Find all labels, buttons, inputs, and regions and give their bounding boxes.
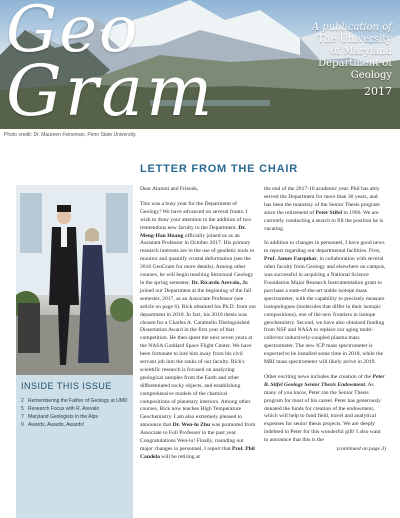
man-shirt xyxy=(61,227,67,247)
faculty-name: Peter Stifel xyxy=(315,209,343,216)
text-run: in 1996. We are currently conducting a search to fill the position he is vacating. xyxy=(264,209,384,232)
pub-line-5: Geology xyxy=(350,70,392,81)
masthead-geo: Geo xyxy=(6,0,140,67)
text-run: was promoted from Associate to Full Professor in the past year. Congratulations Wen-lu! Finally, rounding out major changes in personnel, I report that xyxy=(140,422,256,452)
man-head xyxy=(57,210,71,224)
masthead-photo xyxy=(0,0,400,129)
inside-item-text: Maryland Geologists in the Alps xyxy=(28,414,99,420)
window-2 xyxy=(106,193,128,253)
letter-column-1 xyxy=(140,186,258,469)
faculty-name: Dr. Wen-lu Zhu xyxy=(172,422,211,429)
pub-year: 2017 xyxy=(364,85,392,98)
inside-item-text: Research Focus with R. Arevalo xyxy=(28,406,100,412)
letter-paragraph xyxy=(264,374,386,445)
text-run: joined our Department at the beginning of the fall semester, 2017, as an Associate Professor (see article on page 6). Rick obtained his Ph.D. from our department in 2010. In fact, his 2010 thesis was chosen for a Charles A. Caramello Distinguished Dissertation Award in the first year of that competition. He then spent the next seven years at the NASA Goddard Space Flight Center. We have been fortunate to lure him away from his civil servant job into the ranks of our faculty. Rick's scientific research is focused on analyzing geological samples from the Earth and other differentiated rocky objects, and establishing comprehensive models of the chemical compositions of planetary interiors. Among other courses, Rick now teaches High Temperature Geochemistry. I am also extremely pleased to announce that xyxy=(140,287,257,429)
inside-item[interactable] xyxy=(21,397,128,405)
chair-portrait-photo xyxy=(16,185,133,375)
inside-item-text: Awards, Awards, Awards! xyxy=(28,422,85,428)
faculty-name: Dr. Meng-Han Huang xyxy=(140,224,246,239)
inside-title: INSIDE THIS ISSUE xyxy=(21,381,112,391)
inside-item-text: Remembering the Father of Geology at UMD xyxy=(28,398,128,404)
inside-item-page: 9 xyxy=(21,422,24,428)
text-run: officially joined us as an Assistant Professor in October 2017. His primary research interests are in the use of geodetic tools to monitor and quantify crustal deformation (see the 2016 GeoGram for more details). Among other courses, he will begin teaching Structural Geology in the spring semester. xyxy=(140,232,255,286)
window-1 xyxy=(20,193,42,253)
letter-paragraph xyxy=(264,186,386,233)
inside-item-page: 7 xyxy=(21,414,24,420)
faculty-name: Prof. Phil Candela xyxy=(140,446,255,460)
inside-item[interactable] xyxy=(21,405,128,413)
inside-item-page: 5 xyxy=(21,406,24,412)
continued-note[interactable]: (continued on page 3) xyxy=(336,446,386,453)
planter xyxy=(18,303,40,353)
publication-info xyxy=(286,22,392,98)
text-run: , in collaboration with several other faculty from Geology and elsewhere on campus, was successful in acquiring a National Science Foundation Major Research Instrumentation grant to purchase a state-of-the-art stable isotope mass spectrometer, with the capability to precisely measure isotopologues (molecules that differ in their isotopic compositions), one of the new frontiers in isotope geochemistry. Second, we have also obtained funding from NSF and NASA to replace our aging multi-collector inductively-coupled plasma mass spectrometer. The new ICP mass spectrometer is expected to be installed some time in 2018, while the MRI mass spectrometer will likely arrive in 2019. xyxy=(264,256,386,366)
pub-line-4: Department of xyxy=(318,58,392,69)
faculty-name: Prof. James Farquhar xyxy=(264,256,317,263)
text-run: will be retiring at xyxy=(159,453,200,460)
man-hat xyxy=(57,205,71,212)
pub-line-3: of Maryland xyxy=(330,46,392,57)
inside-item-page: 2 xyxy=(21,398,24,404)
bush-2 xyxy=(110,298,133,322)
portrait-illustration xyxy=(16,185,133,375)
pub-line-2: The University xyxy=(317,34,392,45)
photo-credit: Photo credit: Dr. Maureen Feineman, Penn State University. xyxy=(4,132,137,138)
letter-title: LETTER FROM THE CHAIR xyxy=(140,163,298,175)
masthead-gram: Gram xyxy=(6,50,216,129)
endowment-name: Peter B. Stifel Geology Senior Thesis Endowment xyxy=(264,373,385,388)
masthead-title xyxy=(6,0,296,129)
text-run: . As many of you know, Peter ran the Senior Thesis program for most of his career. Peter has generously donated the funds for creation of the endowment, which will help to fund field, travel and analytical expenses for senior thesis projects. We are deeply indebted to Peter for this wonderful gift! I also want to announce that this is the xyxy=(264,381,381,444)
text-run: Other exciting news includes the creation of the xyxy=(264,373,373,380)
inside-item[interactable] xyxy=(21,413,128,421)
inside-item[interactable] xyxy=(21,421,128,429)
faculty-name: Dr. Ricardo Arevalo, Jr. xyxy=(191,279,249,286)
text-run: In addition to changes in personnel, I have good news to report regarding our departmental facilities. First, xyxy=(264,240,385,255)
letter-greeting: Dear Alumni and Friends, xyxy=(140,186,199,192)
text-run: the end of the 2017-18 academic year. Phil has ably served the Department for more than 30 years, and has been the mainstay of the Senior Thesis program since the retirement of xyxy=(264,186,380,216)
inside-this-issue-box xyxy=(16,375,133,518)
letter-paragraph xyxy=(140,201,258,462)
letter-paragraph xyxy=(264,240,386,367)
pub-line-1: A publication of xyxy=(311,22,392,33)
text-run: This was a busy year for the Department of Geology! We have advanced on several fronts. I wish to draw your attention to the addition of two tremendous new faculty to the Department. xyxy=(140,200,252,231)
letter-column-2 xyxy=(264,186,386,454)
